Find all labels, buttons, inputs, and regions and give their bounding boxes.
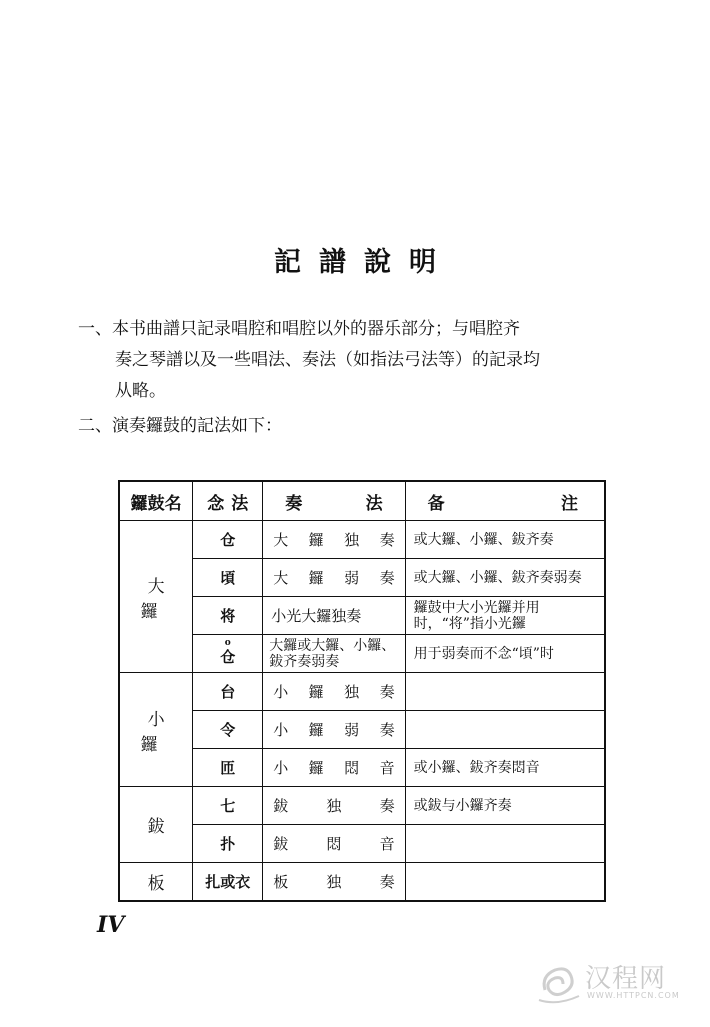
play-cell bbox=[263, 559, 405, 597]
play-cell bbox=[263, 711, 405, 749]
chant-cell: 台 bbox=[193, 673, 263, 711]
chant-cell bbox=[193, 635, 263, 673]
watermark-text: 汉程网 bbox=[585, 964, 667, 994]
play-cell: 小光大鑼独奏 bbox=[263, 597, 405, 635]
chant-cell: 扎或衣 bbox=[193, 863, 263, 902]
chant-cell: 仓 bbox=[193, 521, 263, 559]
play-cell bbox=[263, 521, 405, 559]
play-char: 鑼 bbox=[308, 759, 324, 777]
header-chant bbox=[193, 481, 263, 521]
play-char: 独 bbox=[344, 531, 360, 549]
play-char: 鑼 bbox=[308, 683, 324, 701]
note-cell: 用于弱奏而不念“頃”时 bbox=[405, 635, 605, 673]
paragraph-one bbox=[78, 314, 618, 407]
note-cell bbox=[405, 825, 605, 863]
play-char: 奏 bbox=[379, 683, 395, 701]
play-char: 独 bbox=[344, 683, 360, 701]
page-number: IV bbox=[97, 912, 125, 938]
watermark-url: WWW.HTTPCN.COM bbox=[587, 991, 680, 1000]
header-play bbox=[263, 481, 405, 521]
table-row bbox=[119, 863, 605, 902]
table-row bbox=[119, 635, 605, 673]
play-char: 小 bbox=[273, 683, 289, 701]
paragraph-one-line-2: 奏之琴譜以及一些唱法、奏法（如指法弓法等）的記录均 bbox=[115, 350, 540, 370]
note-cell: 或大鑼、小鑼、鈸齐奏弱奏 bbox=[405, 559, 605, 597]
play-char: 奏 bbox=[379, 873, 395, 891]
note-cell bbox=[405, 711, 605, 749]
gong-drum-notation-table bbox=[118, 480, 606, 902]
table-row bbox=[119, 711, 605, 749]
table-row bbox=[119, 825, 605, 863]
chant-cell: 令 bbox=[193, 711, 263, 749]
weak-mark: o bbox=[224, 638, 231, 648]
play-char: 音 bbox=[379, 759, 395, 777]
table-row bbox=[119, 521, 605, 559]
play-cell bbox=[263, 825, 405, 863]
table-header-row bbox=[119, 481, 605, 521]
chant-cell: 頃 bbox=[193, 559, 263, 597]
note-cell: 鑼鼓中大小光鑼并用时，“将”指小光鑼 bbox=[405, 597, 605, 635]
group-cymbal: 鈸 bbox=[119, 787, 193, 863]
note-cell bbox=[405, 863, 605, 902]
play-char: 奏 bbox=[379, 797, 395, 815]
play-char: 悶 bbox=[344, 759, 360, 777]
paragraph-one-line-1: 一、本书曲譜只記录唱腔和唱腔以外的器乐部分；与唱腔齐 bbox=[78, 319, 520, 339]
watermark bbox=[535, 958, 695, 1010]
header-play-a: 奏 bbox=[285, 493, 303, 514]
group-big-gong: 大鑼 bbox=[119, 521, 193, 673]
play-char: 音 bbox=[379, 835, 395, 853]
chant-cell: 匝 bbox=[193, 749, 263, 787]
table-row bbox=[119, 559, 605, 597]
play-cell bbox=[263, 673, 405, 711]
table-row bbox=[119, 787, 605, 825]
play-char: 弱 bbox=[344, 569, 360, 587]
header-play-b: 法 bbox=[365, 493, 383, 514]
play-char: 奏 bbox=[379, 531, 395, 549]
note-cell: 或鈸与小鑼齐奏 bbox=[405, 787, 605, 825]
play-char: 弱 bbox=[344, 721, 360, 739]
header-gong-name: 鑼鼓名 bbox=[119, 481, 193, 521]
group-small-gong: 小鑼 bbox=[119, 673, 193, 787]
table-row bbox=[119, 673, 605, 711]
table-row bbox=[119, 597, 605, 635]
play-char: 悶 bbox=[326, 835, 342, 853]
header-note-a: 备 bbox=[427, 493, 445, 514]
play-char: 鑼 bbox=[308, 569, 324, 587]
note-cell: 或大鑼、小鑼、鈸齐奏 bbox=[405, 521, 605, 559]
chant-cell: 七 bbox=[193, 787, 263, 825]
chant-char: 仓 bbox=[220, 648, 236, 666]
play-cell bbox=[263, 749, 405, 787]
play-char: 鑼 bbox=[308, 721, 324, 739]
play-char: 大 bbox=[273, 569, 289, 587]
table-row bbox=[119, 749, 605, 787]
watermark-logo-icon bbox=[535, 960, 585, 1008]
play-char: 鈸 bbox=[273, 797, 289, 815]
header-note bbox=[405, 481, 605, 521]
play-char: 奏 bbox=[379, 721, 395, 739]
paragraph-one-line-3: 从略。 bbox=[115, 381, 166, 401]
play-char: 小 bbox=[273, 721, 289, 739]
play-char: 独 bbox=[326, 797, 342, 815]
play-char: 板 bbox=[273, 873, 289, 891]
group-clapper: 板 bbox=[119, 863, 193, 902]
play-char: 鈸 bbox=[273, 835, 289, 853]
play-cell bbox=[263, 787, 405, 825]
note-cell bbox=[405, 673, 605, 711]
play-cell: 大鑼或大鑼、小鑼、鈸齐奏弱奏 bbox=[263, 635, 405, 673]
header-chant-a: 念 bbox=[207, 493, 225, 514]
chant-cell: 将 bbox=[193, 597, 263, 635]
page-title: 記譜說明 bbox=[274, 247, 454, 278]
play-char: 独 bbox=[326, 873, 342, 891]
play-char: 大 bbox=[273, 531, 289, 549]
note-cell: 或小鑼、鈸齐奏悶音 bbox=[405, 749, 605, 787]
paragraph-two: 二、演奏鑼鼓的記法如下： bbox=[78, 416, 282, 436]
play-cell bbox=[263, 863, 405, 902]
header-note-b: 注 bbox=[561, 493, 578, 514]
play-char: 奏 bbox=[379, 569, 395, 587]
play-char: 鑼 bbox=[308, 531, 324, 549]
play-char: 小 bbox=[273, 759, 289, 777]
header-chant-b: 法 bbox=[231, 493, 249, 514]
chant-cell: 扑 bbox=[193, 825, 263, 863]
